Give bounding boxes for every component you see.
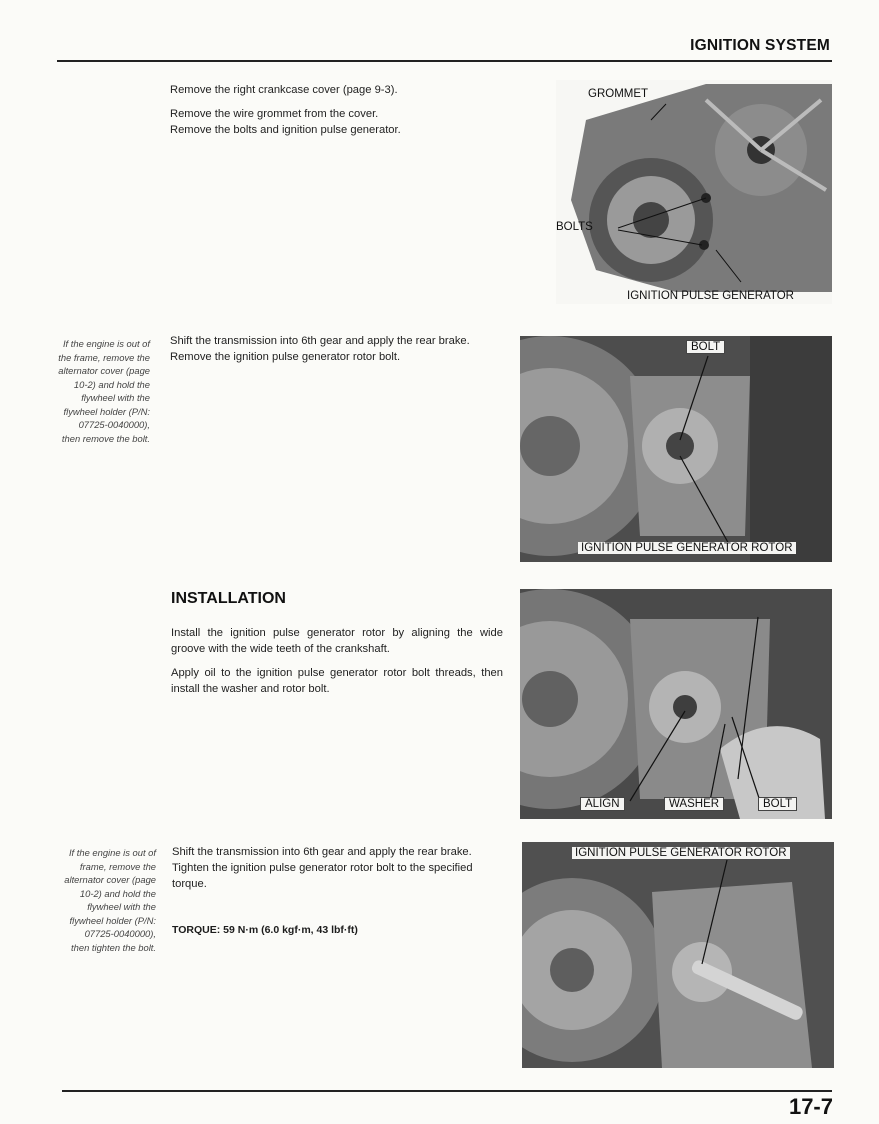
block2-para-1: Shift the transmission into 6th gear and apply the rear brake. Remove the ignition pulse generator rotor bolt. [170, 335, 470, 363]
label-bolts: BOLTS [556, 221, 593, 233]
block4-para-1: Shift the transmission into 6th gear and apply the rear brake. Tighten the ignition pulse generator rotor bolt to the specified torque. [172, 846, 473, 890]
label-rotor-tighten: IGNITION PULSE GENERATOR ROTOR [572, 847, 790, 859]
label-grommet: GROMMET [588, 88, 649, 100]
installation-heading: INSTALLATION [171, 590, 286, 607]
block3-para-1: Install the ignition pulse generator rotor by aligning the wide groove with the wide teeth of the crankshaft. [171, 627, 503, 655]
figure-rotor-tighten [522, 842, 834, 1068]
figure-generator-removal [556, 80, 832, 304]
page-number: 17-7 [788, 1094, 833, 1119]
torque-spec: TORQUE: 59 N·m (6.0 kgf·m, 43 lbf·ft) [172, 924, 358, 936]
block2-side-note: If the engine is out of the frame, remove the alternator cover (page 10-2) and hold the flywheel with the flywheel holder (P/N: 07725-0040000), then remove the bolt. [58, 338, 150, 444]
footer-rule [62, 1090, 832, 1092]
label-washer: WASHER [664, 797, 724, 811]
label-pulse-generator: IGNITION PULSE GENERATOR [627, 290, 794, 302]
block1-para-2: Remove the wire grommet from the cover. Remove the bolts and ignition pulse generator. [170, 108, 401, 136]
block3-text [171, 625, 503, 705]
label-rotor: IGNITION PULSE GENERATOR ROTOR [578, 542, 796, 554]
block1-text [170, 82, 510, 146]
label-align: ALIGN [580, 797, 625, 811]
figure-rotor-bolt [520, 336, 832, 562]
section-title: IGNITION SYSTEM [690, 37, 830, 54]
figure-rotor-install [520, 589, 832, 819]
label-bolt-install: BOLT [758, 797, 797, 811]
block3-para-2: Apply oil to the ignition pulse generator rotor bolt threads, then install the washer and rotor bolt. [171, 667, 503, 695]
header-rule [57, 60, 832, 62]
block1-para-1: Remove the right crankcase cover (page 9-3). [170, 84, 398, 96]
block4-side-note: If the engine is out of frame, remove the alternator cover (page 10-2) and hold the flywheel with the flywheel holder (P/N: 07725-0040000), then tighten the bolt. [64, 847, 156, 953]
label-bolt: BOLT [686, 340, 725, 354]
